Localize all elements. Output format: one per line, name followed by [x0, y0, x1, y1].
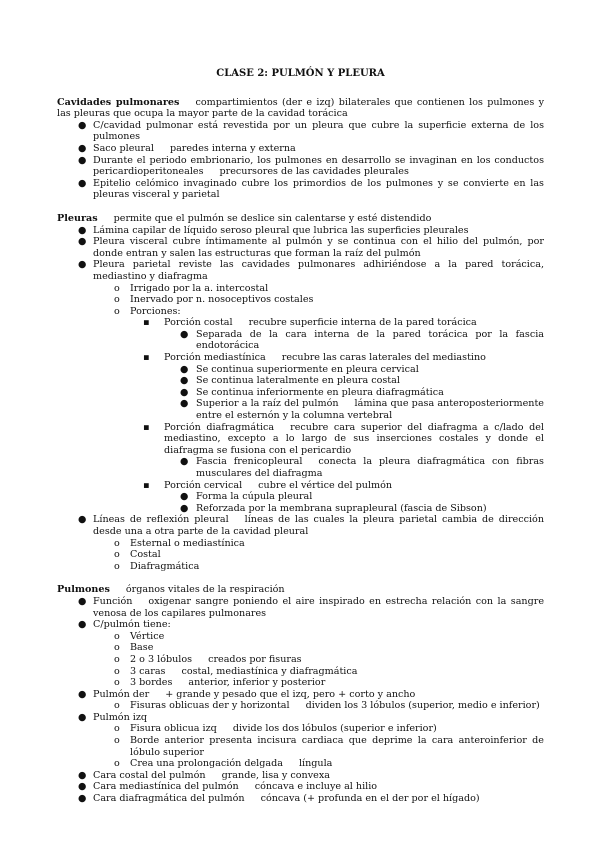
bullet-icon: ● [78, 224, 87, 236]
document-page [57, 68, 544, 817]
bullet-icon: ● [78, 154, 87, 166]
list-item [57, 712, 544, 724]
bullet-icon: ● [78, 119, 87, 131]
list-item-text [196, 456, 544, 479]
bullet-icon: o [114, 537, 120, 549]
list-item-text [93, 514, 544, 537]
text-run: cóncava e incluye al hilio [254, 781, 378, 793]
section-definition: órganos vitales de la respiración [125, 584, 285, 596]
text-run: paredes interna y externa [169, 142, 296, 154]
bullet-icon: o [114, 758, 120, 770]
bullet-icon: ● [78, 595, 87, 607]
arrow-icon: → [101, 212, 110, 224]
text-run: Reforzada por la membrana suprapleural (fascia de Sibson) [196, 502, 487, 514]
text-run: Forma la cúpula pleural [196, 491, 313, 503]
list-item [57, 654, 544, 666]
section [57, 584, 544, 804]
list-item-text [93, 155, 544, 178]
bullet-icon: o [114, 282, 120, 294]
text-run: dividen los 3 lóbulos (superior, medio e inferior) [305, 700, 540, 712]
list-item-text [196, 364, 544, 376]
list-item [57, 294, 544, 306]
bullet-icon: ● [180, 386, 189, 398]
arrow-icon: → [278, 421, 287, 433]
list-item-text [93, 225, 544, 237]
list-item [57, 259, 544, 282]
list-item [57, 596, 544, 619]
bullet-icon: ▪ [143, 317, 150, 329]
text-run: Porciones: [130, 305, 181, 317]
text-run: Porción costal [164, 317, 233, 329]
list-item [57, 178, 544, 201]
list-item-text [93, 178, 544, 201]
list-item-text [130, 677, 544, 689]
text-run: Pulmón der [93, 688, 150, 700]
bullet-icon: o [114, 549, 120, 561]
list-item-text [93, 143, 544, 155]
list-item-text [93, 689, 544, 701]
text-run: + grande y pesado que el izq, pero + corto y ancho [165, 688, 416, 700]
section-term: Cavidades pulmonares [57, 96, 180, 108]
text-run: língula [298, 758, 333, 770]
list-item [57, 781, 544, 793]
section-term: Pulmones [57, 584, 110, 596]
bullet-icon: ● [78, 688, 87, 700]
section-definition: permite que el pulmón se deslice sin calentarse y esté distendido [113, 212, 432, 224]
arrow-icon: → [269, 352, 278, 364]
bullet-icon: ● [180, 398, 189, 410]
arrow-icon: → [220, 723, 229, 735]
text-run: Cara mediastínica del pulmón [93, 781, 239, 793]
bullet-icon: ▪ [143, 421, 150, 433]
list-item-text [196, 329, 544, 352]
list-item [57, 491, 544, 503]
text-run: Se continua lateralmente en pleura costal [196, 375, 400, 387]
text-run: líneas de las cuales la pleura parietal cambia de dirección desde una a otra parte de la cavidad pleural [93, 514, 544, 537]
list-item-text [130, 700, 544, 712]
list-item [57, 700, 544, 712]
list-item [57, 735, 544, 758]
text-run: grande, lisa y convexa [221, 769, 330, 781]
list-item-text [130, 294, 544, 306]
bullet-icon: ● [180, 363, 189, 375]
text-run: Porción mediastínica [164, 352, 266, 364]
list-item-text [130, 654, 544, 666]
list-item-text [130, 538, 544, 550]
bullet-icon: ● [78, 177, 87, 189]
section [57, 97, 544, 201]
text-run: Crea una prolongación delgada [130, 758, 283, 770]
text-run: Lámina capilar de líquido seroso pleural que lubrica las superficies pleurales [93, 224, 469, 236]
list-item [57, 549, 544, 561]
text-run: precursores de las cavidades pleurales [219, 166, 409, 178]
text-run: Irrigado por la a. intercostal [130, 282, 269, 294]
arrow-icon: → [207, 166, 216, 178]
arrow-icon: → [236, 317, 245, 329]
text-run: C/cavidad pulmonar está revestida por un pleura que cubre la superficie externa de los pulmones [93, 119, 544, 143]
arrow-icon: → [183, 96, 192, 108]
list-item-text [93, 619, 544, 631]
list-item [57, 561, 544, 573]
list-item-text [130, 758, 544, 770]
text-run: Esternal o mediastínica [130, 537, 245, 549]
bullet-icon: ● [180, 502, 189, 514]
list-item-text [93, 781, 544, 793]
arrow-icon: → [153, 688, 162, 700]
section-heading [57, 584, 544, 596]
list-item [57, 236, 544, 259]
text-run: Se continua superiormente en pleura cervical [196, 363, 419, 375]
text-run: Pleura visceral cubre íntimamente al pulmón y se continua con el hilio del pulmón, por donde entran y salen las estructuras que forman la raíz del pulmón [93, 236, 544, 259]
list-item [57, 317, 544, 329]
text-run: Porción cervical [164, 479, 243, 491]
bullet-icon: o [114, 294, 120, 306]
arrow-icon: → [209, 769, 218, 781]
list-item-text [130, 631, 544, 643]
text-run: Costal [130, 549, 161, 561]
list-item-text [164, 422, 544, 457]
bullet-icon: ● [78, 514, 87, 526]
list-item [57, 456, 544, 479]
section [57, 213, 544, 572]
text-run: 3 caras [130, 665, 166, 677]
text-run: Saco pleural [93, 142, 154, 154]
list-item [57, 793, 544, 805]
list-item-text [93, 770, 544, 782]
text-run: recubre las caras laterales del mediastino [281, 352, 486, 364]
list-item-text [93, 793, 544, 805]
text-run: cóncava (+ profunda en el der por el hígado) [260, 793, 480, 805]
text-run: Base [130, 642, 154, 654]
bullet-icon: o [114, 677, 120, 689]
text-run: cubre el vértice del pulmón [258, 479, 393, 491]
list-item-text [93, 712, 544, 724]
list-item [57, 283, 544, 295]
text-run: Durante el periodo embrionario, los pulmones en desarrollo se invaginan en los conductos pericardioperitoneales [93, 154, 544, 178]
text-run: Función [93, 595, 133, 607]
bullet-icon: ▪ [143, 352, 150, 364]
list-item [57, 480, 544, 492]
arrow-icon: → [232, 514, 241, 526]
text-run: Pleura parietal reviste las cavidades pulmonares adhiriéndose a la pared torácica, mediastino y diafragma [93, 259, 544, 282]
list-item-text [130, 283, 544, 295]
bullet-icon: o [114, 653, 120, 665]
document-content [57, 97, 544, 805]
text-run: Porción diafragmática [164, 421, 275, 433]
list-item [57, 631, 544, 643]
list-item [57, 538, 544, 550]
list-item-text [130, 306, 544, 318]
bullet-icon: ● [78, 142, 87, 154]
list-item [57, 642, 544, 654]
text-run: recubre superficie interna de la pared torácica [248, 317, 477, 329]
list-item-text [93, 120, 544, 143]
bullet-icon: o [114, 665, 120, 677]
list-item [57, 306, 544, 318]
list-item [57, 352, 544, 364]
list-item [57, 375, 544, 387]
text-run: Fisuras oblicuas der y horizontal [130, 700, 290, 712]
list-item [57, 723, 544, 735]
list-item [57, 666, 544, 678]
text-run: Se continua inferiormente en pleura diafragmática [196, 386, 444, 398]
section-heading [57, 97, 544, 120]
section-term: Pleuras [57, 212, 98, 224]
text-run: recubre cara superior del diafragma a c/lado del mediastino, excepto a lo largo de sus inserciones costales y donde el diafragma se fusiona con el pericardio [164, 421, 544, 456]
bullet-icon: o [114, 723, 120, 735]
list-item-text [164, 317, 544, 329]
list-item-text [93, 596, 544, 619]
bullet-icon: ● [78, 259, 87, 271]
arrow-icon: → [113, 584, 122, 596]
text-run: Superior a la raíz del pulmón [196, 398, 339, 410]
document-title: CLASE 2: PULMÓN Y PLEURA [216, 68, 385, 79]
text-run: oxigenar sangre poniendo el aire inspirado en estrecha relación con la sangre venosa de los capilares pulmonares [93, 595, 544, 619]
list-item-text [196, 398, 544, 421]
text-run: anterior, inferior y posterior [188, 677, 326, 689]
arrow-icon: → [306, 456, 315, 468]
bullet-icon: ● [78, 619, 87, 631]
bullet-icon: ● [180, 375, 189, 387]
list-item [57, 364, 544, 376]
list-item [57, 758, 544, 770]
list-item-text [196, 375, 544, 387]
bullet-icon: ● [78, 781, 87, 793]
arrow-icon: → [342, 398, 351, 410]
text-run: Separada de la cara interna de la pared torácica por la fascia endotorácica [196, 328, 544, 352]
list-item [57, 619, 544, 631]
text-run: Líneas de reflexión pleural [93, 514, 229, 526]
arrow-icon: → [157, 142, 166, 154]
arrow-icon: → [286, 758, 295, 770]
list-item-text [130, 735, 544, 758]
text-run: Cara diafragmática del pulmón [93, 793, 245, 805]
bullet-icon: ● [180, 491, 189, 503]
list-item [57, 387, 544, 399]
list-item [57, 770, 544, 782]
text-run: costal, mediastínica y diafragmática [181, 665, 358, 677]
arrow-icon: → [136, 595, 145, 607]
text-run: Fisura oblicua izq [130, 723, 217, 735]
list-item [57, 398, 544, 421]
text-run: Fascia frenicopleural [196, 456, 303, 468]
list-item-text [93, 236, 544, 259]
bullet-icon: o [114, 560, 120, 572]
arrow-icon: → [293, 700, 302, 712]
text-run: divide los dos lóbulos (superior e inferior) [232, 723, 437, 735]
list-item-text [130, 561, 544, 573]
text-run: Inervado por n. nosoceptivos costales [130, 294, 314, 306]
text-run: Epitelio celómico invaginado cubre los primordios de los pulmones y se convierte en las pleuras visceral y parietal [93, 177, 544, 201]
bullet-icon: ● [180, 456, 189, 468]
list-item-text [164, 480, 544, 492]
arrow-icon: → [176, 677, 185, 689]
arrow-icon: → [196, 653, 205, 665]
text-run: lámina que pasa anteroposteriormente entre el esternón y la columna vertebral [196, 398, 544, 422]
list-item-text [196, 387, 544, 399]
list-item-text [130, 666, 544, 678]
list-item [57, 225, 544, 237]
bullet-icon: o [114, 630, 120, 642]
text-run: C/pulmón tiene: [93, 619, 171, 631]
arrow-icon: → [246, 479, 255, 491]
list-item-text [93, 259, 544, 282]
list-item [57, 503, 544, 515]
text-run: Borde anterior presenta incisura cardiaca que deprime la cara anteroinferior de lóbulo superior [130, 735, 544, 758]
bullet-icon: ● [78, 236, 87, 248]
text-run: creados por fisuras [208, 653, 302, 665]
text-run: conecta la pleura diafragmática con fibras musculares del diafragma [196, 456, 544, 479]
list-item-text [196, 491, 544, 503]
bullet-icon: o [114, 700, 120, 712]
text-run: 2 o 3 lóbulos [130, 653, 193, 665]
list-item-text [196, 503, 544, 515]
text-run: Pulmón izq [93, 711, 148, 723]
arrow-icon: → [242, 781, 251, 793]
list-item [57, 677, 544, 689]
list-item-text [130, 642, 544, 654]
bullet-icon: ● [78, 711, 87, 723]
list-item-text [130, 549, 544, 561]
bullet-icon: ● [78, 793, 87, 805]
bullet-icon: ● [78, 769, 87, 781]
bullet-icon: ▪ [143, 479, 150, 491]
arrow-icon: → [169, 665, 178, 677]
arrow-icon: → [248, 793, 257, 805]
list-item [57, 329, 544, 352]
list-item [57, 155, 544, 178]
bullet-icon: o [114, 642, 120, 654]
text-run: Cara costal del pulmón [93, 769, 206, 781]
list-item [57, 120, 544, 143]
text-run: 3 bordes [130, 677, 173, 689]
section-heading [57, 213, 544, 225]
list-item [57, 143, 544, 155]
section-definition: compartimientos (der e izq) bilaterales que contienen los pulmones y las pleuras que ocupa la mayor parte de la cavidad torácica [57, 96, 544, 120]
bullet-icon: ● [180, 328, 189, 340]
list-item-text [130, 723, 544, 735]
bullet-icon: o [114, 735, 120, 747]
list-item-text [164, 352, 544, 364]
text-run: Vértice [130, 630, 165, 642]
list-item [57, 514, 544, 537]
list-item [57, 689, 544, 701]
bullet-icon: o [114, 305, 120, 317]
list-item [57, 422, 544, 457]
text-run: Diafragmática [130, 560, 200, 572]
